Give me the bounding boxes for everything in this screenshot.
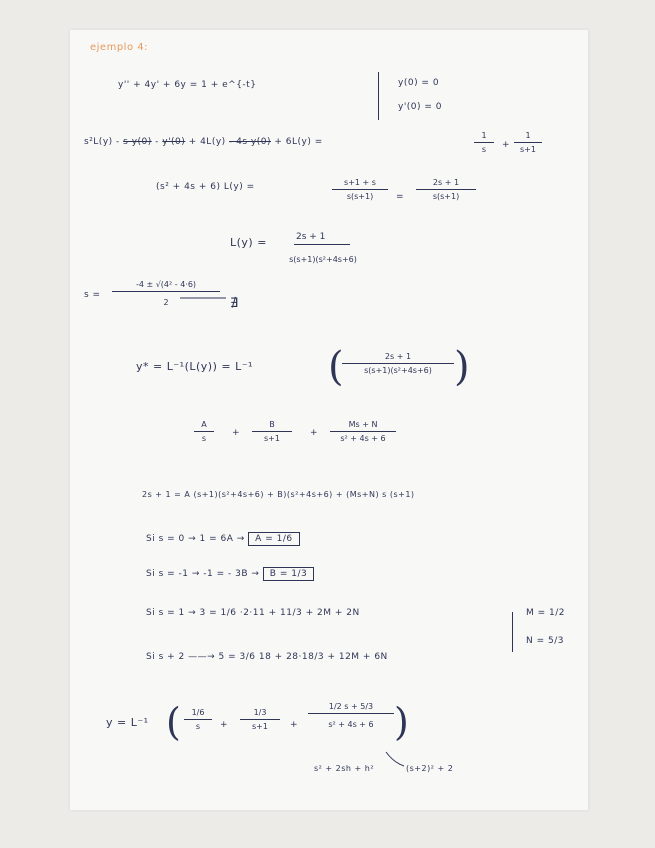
result-box-a: A = 1/6 [248, 532, 299, 546]
n-value: N = 5/3 [526, 636, 564, 646]
paren-open: ( [166, 700, 181, 744]
frac-den: s+1 [264, 434, 280, 443]
frac-den: s² + 4s + 6 [340, 434, 386, 443]
inverse-lhs: y* = L⁻¹(L(y)) = L⁻¹ [136, 360, 253, 373]
laplace-mid-3: + 6L(y) = [271, 137, 323, 147]
frac-num: 1 [525, 131, 531, 140]
step-label: Si s = 0 → 1 = 6A → [146, 534, 245, 544]
frac-num: 2s + 1 [384, 352, 412, 361]
coefficient-identity: 2s + 1 = A (s+1)(s²+4s+6) + B)(s²+4s+6) + (Ms+N) s (s+1) [142, 490, 415, 499]
ode-equation: y'' + 4y' + 6y = 1 + e^{-t} [118, 80, 257, 90]
frac-num: A [201, 420, 207, 429]
plus-sign: + [502, 140, 511, 150]
frac-den: s+1 [520, 145, 536, 154]
frac-num: 1/6 [191, 708, 205, 717]
no-real-roots-mark: ∄ [230, 296, 239, 311]
frac-num: Ms + N [348, 420, 378, 429]
laplace-mid-1: - [151, 137, 163, 147]
combine-lhs: (s² + 4s + 6) L(y) = [156, 182, 255, 192]
frac-num: 2s + 1 [296, 232, 326, 242]
step-s1: Si s = 1 → 3 = 1/6 ·2·11 + 11/3 + 2M + 2N [146, 608, 360, 618]
frac-den: 2 [163, 298, 169, 307]
frac-num: s+1 + s [344, 178, 376, 187]
arrow-to-square [386, 752, 404, 766]
struck-term-1: s y(0) [123, 137, 152, 147]
initial-condition-2: y'(0) = 0 [398, 102, 443, 112]
struck-term-3: - 4s y(0) [229, 137, 271, 147]
paren-close: ) [454, 344, 470, 390]
paren-close: ) [394, 700, 409, 744]
frac-den: s² + 4s + 6 [328, 720, 374, 729]
equals-sign: = [396, 192, 405, 202]
frac-num: B [269, 420, 275, 429]
frac-num: -4 ± √(4² - 4·6) [135, 280, 197, 289]
m-value: M = 1/2 [526, 608, 566, 618]
plus-sign: + [310, 428, 319, 438]
frac-den: s [481, 145, 487, 154]
initial-condition-1: y(0) = 0 [398, 78, 440, 88]
frac-den: s(s+1)(s²+4s+6) [364, 366, 432, 375]
plus-sign: + [232, 428, 241, 438]
completed-square: (s+2)² + 2 [406, 764, 454, 773]
frac-num: 1/2 s + 5/3 [328, 702, 374, 711]
final-lhs: y = L⁻¹ [106, 716, 149, 729]
step-s2: Si s + 2 ——→ 5 = 3/6 18 + 28·18/3 + 12M + 6N [146, 652, 388, 662]
result-box-b: B = 1/3 [263, 567, 314, 581]
frac-num: 1/3 [253, 708, 267, 717]
completing-square-note: s² + 2sh + h² [314, 764, 375, 773]
struck-term-2: y'(0) [162, 137, 186, 147]
laplace-lhs: s²L(y) - [84, 137, 124, 147]
frac-den: s+1 [252, 722, 268, 731]
frac-den: s [201, 434, 207, 443]
frac-den: s(s+1)(s²+4s+6) [289, 255, 357, 264]
ly-lhs: L(y) = [230, 236, 267, 249]
frac-num: 2s + 1 [432, 178, 460, 187]
frac-den: s(s+1) [432, 192, 460, 201]
frac-num: 1 [481, 131, 487, 140]
frac-den: s(s+1) [346, 192, 374, 201]
plus-sign: + [290, 720, 299, 730]
paren-open: ( [328, 344, 344, 390]
roots-lhs: s = [84, 290, 101, 300]
frac-den: s [195, 722, 201, 731]
plus-sign: + [220, 720, 229, 730]
example-title: ejemplo 4: [90, 42, 148, 53]
laplace-mid-2: + 4L(y) [185, 137, 230, 147]
step-label: Si s = -1 → -1 = - 3B → [146, 569, 260, 579]
